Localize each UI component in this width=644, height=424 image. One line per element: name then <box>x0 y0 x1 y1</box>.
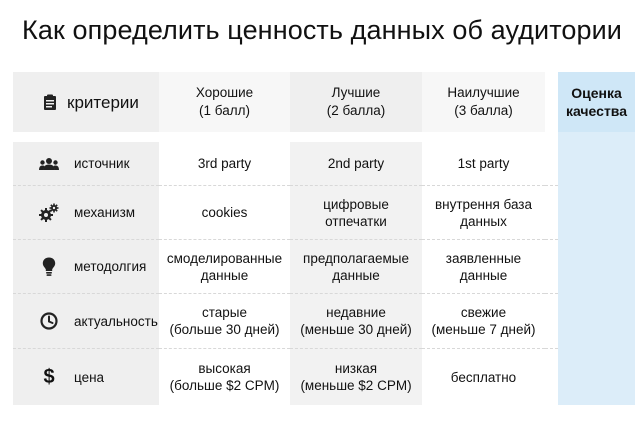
table-cell: предполагаемые данные <box>290 240 422 294</box>
criteria-mechanism: механизм <box>13 186 159 240</box>
clipboard-icon <box>43 94 57 111</box>
table-cell: заявленные данные <box>422 240 545 294</box>
page-title: Как определить ценность данных об аудитории <box>22 15 622 45</box>
gears-icon <box>38 203 60 223</box>
criteria-methodology: методолгия <box>13 240 159 294</box>
table-cell: низкая (меньше $2 CPM) <box>290 349 422 405</box>
quality-table <box>13 72 635 405</box>
table-cell: cookies <box>159 186 290 240</box>
table-cell: внутрення база данных <box>422 186 545 240</box>
quality-cell <box>558 142 635 186</box>
header-criteria-label: критерии <box>67 92 139 112</box>
lightbulb-icon <box>38 257 60 277</box>
table-cell: высокая (больше $2 CPM) <box>159 349 290 405</box>
table-cell: бесплатно <box>422 349 545 405</box>
table-cell: 1st party <box>422 142 545 186</box>
header-better: Лучшие (2 балла) <box>290 72 422 132</box>
table-cell: свежие (меньше 7 дней) <box>422 294 545 349</box>
criteria-source: источник <box>13 142 159 186</box>
header-criteria <box>13 72 159 132</box>
people-icon <box>38 157 60 171</box>
quality-cell <box>558 294 635 349</box>
clock-icon <box>38 312 60 330</box>
quality-cell <box>558 349 635 405</box>
table-cell: цифровые отпечатки <box>290 186 422 240</box>
quality-cell <box>558 186 635 240</box>
table-cell: старые (больше 30 дней) <box>159 294 290 349</box>
dollar-icon: $ <box>43 366 55 388</box>
criteria-price: $ цена <box>13 349 159 405</box>
table-cell: 3rd party <box>159 142 290 186</box>
header-quality: Оценка качества <box>558 72 635 132</box>
header-good: Хорошие (1 балл) <box>159 72 290 132</box>
quality-cell <box>558 240 635 294</box>
table-cell: смоделированные данные <box>159 240 290 294</box>
table-cell: 2nd party <box>290 142 422 186</box>
criteria-relevance: актуальность <box>13 294 159 349</box>
table-cell: недавние (меньше 30 дней) <box>290 294 422 349</box>
header-best: Наилучшие (3 балла) <box>422 72 545 132</box>
